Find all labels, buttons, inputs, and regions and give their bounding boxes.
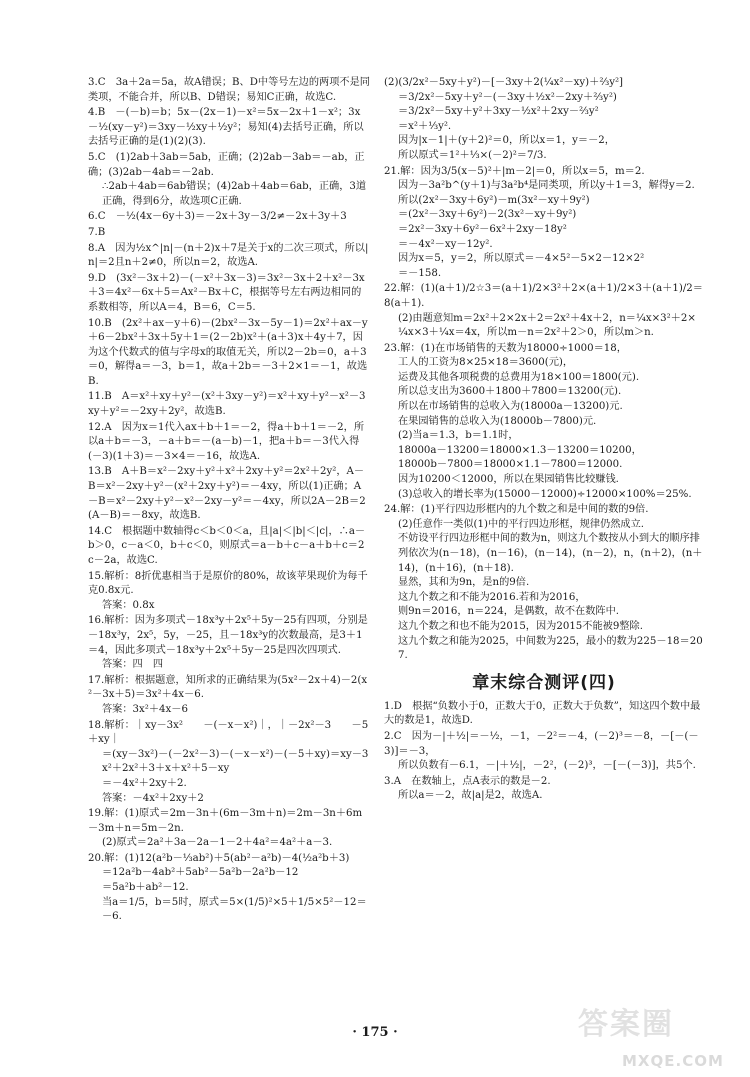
answer-entry [88, 570, 370, 614]
answer-entry [88, 807, 370, 851]
answer-entry [88, 390, 370, 419]
answer-line: ＝(2x²－3xy＋6y²)－2(3x²－xy＋9y²) [398, 209, 577, 221]
answer-line: 18.解析：｜xy－3x² －(－x－x²)｜，｜－2x²－3 －5＋xy｜ [88, 719, 369, 746]
answer-line: 因为10200＜12000，所以在果园销售比较赚钱. [398, 474, 619, 486]
answer-line: 2.C 因为－|＋½|＝－½，－1，－2²＝－4，(－2)³＝－8，－[－(－3)]＝－3， [384, 730, 699, 757]
answer-line: ＝3/2x²－5xy＋y²＋3xy－½x²＋2xy－⅔y² [398, 106, 599, 118]
answer-line: 因为x＝5，y＝2，所以原式＝－4×5²－5×2－12×2² [398, 253, 645, 265]
answer-line: 答案：0.8x [102, 599, 155, 611]
answer-line: 因为－3a²b^(y＋1)与3a²b⁴是同类项，所以y＋1＝3，解得y＝2. [398, 180, 695, 192]
right-column [384, 76, 704, 1014]
answer-entry [88, 421, 370, 465]
answer-line: 20.解：(1)12(a²b－⅓ab²)＋5(ab²－a²b)－4(½a²b＋3) [88, 852, 350, 864]
answer-entry [384, 165, 704, 282]
answer-line: 所以a＝－2，故|a|是2，故选A. [398, 790, 543, 802]
answer-line: (2)(3/2x²－5xy＋y²)－[－3xy＋2(¼x²－xy)＋⅔y²] [384, 77, 624, 88]
answer-entry [88, 242, 370, 271]
answer-entry [384, 700, 704, 729]
answer-line: 工人的工资为8×25×18＝3600(元)， [398, 357, 574, 369]
answer-entry [88, 465, 370, 523]
answer-entry [384, 342, 704, 503]
answer-line: 24.解：(1)平行四边形框内的九个数之和是中间的数的9倍. [384, 504, 649, 516]
answer-line: ＝3/2x²－5xy＋y²－(－3xy＋½x²－2xy＋⅔y²) [398, 91, 617, 103]
answer-line: ＝－158. [398, 267, 442, 279]
answer-line: ＝12a²b－4ab²＋5ab²－5a²b－2a²b－12 [102, 867, 299, 879]
answer-line: 答案：四 四 [102, 659, 164, 671]
answer-entry [384, 775, 704, 804]
page-number: · 175 · [352, 1025, 398, 1040]
answer-entry [384, 503, 704, 664]
answer-entry [88, 525, 370, 569]
answer-line: 21.解：因为3/5(x－5)²＋|m－2|＝0，所以x＝5，m＝2. [384, 165, 645, 177]
answer-line: 18000a－13200＝18000×1.3－13200＝10200， [398, 444, 642, 456]
answer-line: 18000b－7800＝18000×1.1－7800＝12000. [398, 459, 623, 471]
left-column [88, 76, 370, 1014]
answer-line: 19.解：(1)原式＝2m－3n＋(6m－3m＋n)＝2m－3n＋6m－3m＋n＝5m－2n. [88, 808, 363, 834]
answer-line: 17.解析：根据题意，知所求的正确结果为(5x²－2x＋4)－2(x²－3x＋5)＝3x²＋4x－6. [88, 674, 368, 701]
answer-line: ＝－4x²＋2xy＋2. [102, 777, 187, 789]
answer-line: (2)原式＝2a²＋3a－2a－1－2＋4a²＝4a²＋a－3. [102, 837, 333, 849]
answer-line: ＝(xy－3x²)－(－2x²－3)－(－x－x²)－(－5＋xy)＝xy－3x²＋2x²＋3＋x＋x²＋5－xy [102, 748, 369, 775]
watermark-text: 答案圈 [578, 1007, 674, 1042]
answer-line: (2)任意作一类似(1)中的平行四边形框，规律仍然成立. [398, 518, 645, 530]
answer-line: (2)由题意知m＝2x²＋2×2x＋2＝2x²＋4x＋2，n＝¼x×3²＋2×¼x×3＋¼x＝4x，所以m－n＝2x²＋2＞0，所以m＞n. [398, 312, 696, 339]
answer-entry [88, 106, 370, 150]
answer-line: ＝x²＋⅓y². [398, 120, 452, 132]
page-number-value: 175 [361, 1025, 389, 1040]
answer-entry [384, 76, 704, 164]
answer-line: ＝2x²－3xy＋6y²－6x²＋2xy－18y² [398, 223, 567, 235]
answer-entry [88, 210, 370, 225]
answer-entry [88, 614, 370, 672]
answer-line: 答案：3x²＋4x－6 [102, 703, 188, 715]
answer-line: 14.C 根据题中数轴得c＜b＜0＜a，且|a|＜|b|＜|c|，∴a－b＞0，c－a＜0，b＋c＜0，则原式＝a－b＋c－a＋b＋c＝2c－2a，故选C. [88, 525, 366, 566]
answer-line: 所以负数有－6.1，－|＋½|，－2²，(－2)³，－[－(－3)]，共5个. [398, 760, 696, 772]
answer-line: 运费及其他各项税费的总费用为18×100＝1800(元). [398, 371, 640, 383]
answer-line: 所以原式＝1²＋⅓×(－2)²＝7/3. [398, 149, 547, 161]
answer-line: 这九个数之和也不能为2015，因为2015不能被9整除. [398, 620, 643, 632]
answer-line: 因为|x－1|＋(y＋2)²＝0，所以x＝1，y＝－2， [398, 135, 615, 147]
answer-line: ∴2ab＋4ab＝6ab错误；(4)2ab＋4ab＝6ab，正确，3道正确，得到6分，故选项C正确. [102, 181, 367, 207]
answer-line: (2)当a＝1.3，b＝1.1时， [398, 430, 519, 442]
answer-line: 则9n＝2016，n＝224，是偶数，故不在数阵中. [398, 606, 620, 618]
answer-line: 13.B A＋B＝x²－2xy＋y²＋x²＋2xy＋y²＝2x²＋2y²，A－B＝x²－2xy＋y²－(x²＋2xy＋y²)＝－4xy，所以(1)正确；A－B＝x²－2xy＋y²－x²－2xy－y²＝－4xy，所以2A－2B＝2(A－B)＝－8xy，故选B. [88, 466, 366, 522]
answer-line: 显然，其和为9n，是n的9倍. [398, 577, 530, 589]
answer-entry [88, 674, 370, 718]
answer-line: 11.B A＝x²＋xy＋y²－(x²＋3xy－y²)＝x²＋xy＋y²－x²－3xy＋y²＝－2xy＋2y²，故选B. [88, 391, 366, 418]
answer-line: ＝5a²b＋ab²－12. [102, 882, 189, 894]
answer-line: 这九个数之和能为2025，中间数为225，最小的数为225－18＝207. [398, 635, 703, 662]
answer-entry [384, 282, 704, 340]
answer-entry [88, 151, 370, 209]
answer-line: 9.D (3x²－3x＋2)－(－x²＋3x－3)＝3x²－3x＋2＋x²－3x＋3＝4x²－6x＋5＝Ax²－Bx＋C，根据等号左右两边相同的系数相等，所以A＝4，B＝6，C＝5. [88, 272, 365, 313]
answer-entry [88, 852, 370, 925]
answer-line: (3)总收入的增长率为(15000－12000)÷12000×100%＝25%. [398, 488, 692, 500]
answer-line: 3.C 3a＋2a＝5a，故A错误；B、D中等号左边的两项不是同类项，不能合并，所以B、D错误；易知C正确，故选C. [88, 77, 370, 103]
answer-line: 1.D 根据“负数小于0，正数大于0，正数大于负数”，知这四个数中最大的数是1，故选D. [384, 700, 701, 727]
watermark-logo [560, 1007, 740, 1074]
answer-line: 22.解：(1)(a＋1)/2☆3＝(a＋1)/2×3²＋2×(a＋1)/2×3＋(a＋1)/2＝8(a＋1). [384, 283, 703, 309]
answer-line: 不妨设平行四边形框中间的数为n，则这九个数按从小到大的顺序排列依次为(n－18)，(n－16)，(n－14)，(n－2)，n，(n＋2)，(n＋14)，(n＋16)，(n＋18). [398, 533, 703, 574]
answer-line: 所以在市场销售的总收入为(18000a－13200)元. [398, 401, 623, 413]
answer-entry [88, 317, 370, 390]
answer-line: 这九个数之和不能为2016.若和为2016， [398, 591, 586, 603]
answer-line: 12.A 因为x＝1代入ax＋b＋1＝－2，得a＋b＋1＝－2，所以a＋b＝－3，－a＋b＝－(a－b)－1，把a＋b＝－3代入得(－3)(1＋3)＝－3×4＝－16，故选A. [88, 421, 365, 462]
answer-line: 4.B －(－b)＝b；5x－(2x－1)－x²＝5x－2x＋1－x²；3x－½(xy－y²)＝3xy－½xy＋½y²；易知(4)去括号正确，所以去括号正确的是(1)(2)(3). [88, 107, 364, 148]
answer-entry [88, 76, 370, 105]
answer-line: 23.解：(1)在市场销售的天数为18000÷1000＝18， [384, 342, 627, 354]
answer-entry [384, 730, 704, 774]
answer-line: 16.解析：因为多项式－18x³y＋2x⁵＋5y－25有四项，分别是－18x³y，2x⁵，5y，－25，且－18x³y的次数最高，是3＋1＝4，因此多项式－18x³y＋2x⁵＋5y－25是四次四项式. [88, 615, 368, 656]
answer-line: 答案：－4x²＋2xy＋2 [102, 792, 204, 804]
answer-line: 所以总支出为3600＋1800＋7800＝13200(元). [398, 386, 622, 398]
answer-line: 8.A 因为½x^|n|－(n＋2)x＋7是关于x的二次三项式，所以|n|＝2且n＋2≠0，所以n＝2，故选A. [88, 242, 369, 269]
answer-line: 所以(2x²－3xy＋6y²)－m(3x²－xy＋9y²) [398, 194, 590, 206]
section-title: 章末综合测评(四) [472, 672, 616, 693]
watermark-url: MXQE.COM [622, 1052, 724, 1070]
answer-line: 7.B [88, 226, 106, 238]
answer-line: ＝－4x²－xy－12y². [398, 238, 493, 250]
answer-line: 15.解析：8折优惠相当于是原价的80%，故该苹果现价为每千克0.8x元. [88, 570, 368, 597]
answer-line: 6.C －½(4x－6y＋3)＝－2x＋3y－3/2≠－2x＋3y＋3 [88, 211, 347, 223]
answer-line: 5.C (1)2ab＋3ab＝5ab，正确；(2)2ab－3ab＝－ab，正确；(3)2ab－4ab＝－2ab. [88, 151, 365, 178]
answer-entry [88, 719, 370, 807]
answer-line: 当a＝1/5，b＝5时，原式＝5×(1/5)²×5＋1/5×5²－12＝－6. [102, 896, 367, 923]
answer-line: 在果园销售的总收入为(18000b－7800)元. [398, 415, 597, 427]
answer-entry [88, 272, 370, 316]
answer-line: 3.A 在数轴上，点A表示的数是－2. [384, 775, 551, 787]
answer-line: 10.B (2x²＋ax－y＋6)－(2bx²－3x－5y－1)＝2x²＋ax－y＋6－2bx²＋3x＋5y＋1＝(2－2b)x²＋(a＋3)x＋4y＋7，因为这个代数式的值与字母x的取值无关，所以2－2b＝0，a＋3＝0，解得a＝－3，b＝1，故a＋2b＝－3＋2×1＝－1，故选B. [88, 317, 368, 387]
answer-entry [88, 226, 370, 241]
